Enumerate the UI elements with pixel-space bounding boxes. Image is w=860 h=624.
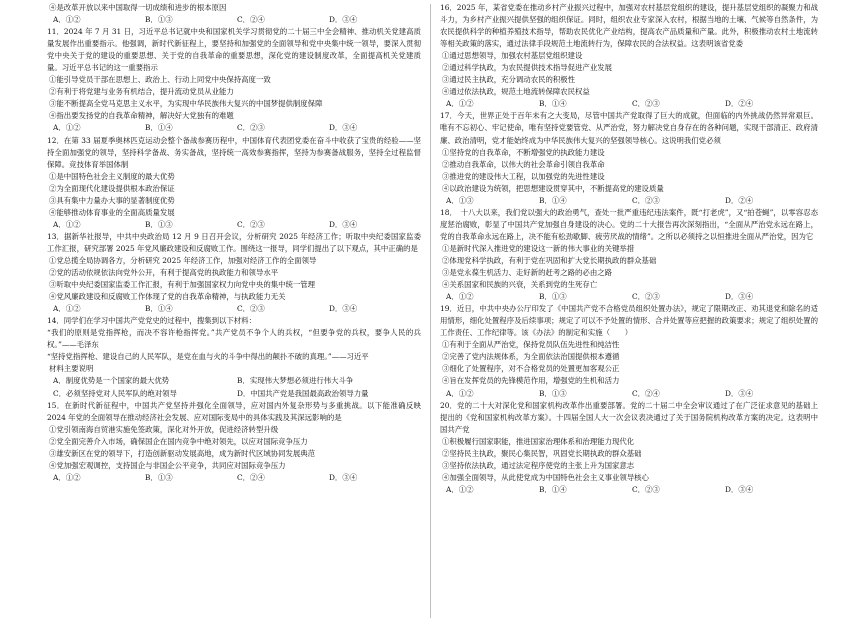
statement-option: ③具有集中力量办大事的显著制度优势 (49, 195, 175, 205)
column-divider (430, 4, 431, 618)
answer-choice: D．③④ (725, 292, 754, 302)
statement-option: ④能够推动体育事业的全面高质量发展 (49, 207, 175, 217)
statement-option: ②体现党科学执政，有利于党在巩固和扩大党长期执政的群众基础 (442, 255, 657, 265)
statement-option: ②有利于将党建与业务有机结合，提升流动党员从业能力 (49, 87, 234, 97)
answer-choice: A．①② (53, 472, 81, 482)
statement-option: ①坚持党的自我革命，不断增强党的执政能力建设 (442, 147, 605, 157)
question-stem: 17．今天，世界正处于百年未有之大变局，尽管中国共产党取得了巨大的成就，但面临的内外挑战仍然异常艰巨。唯有不忘初心、牢记使命，唯有坚持党要管党、从严治党，努力解决党自身存在的各种问题，实现干部清正、政府清廉、政治清明，党才能始终成为中华民族伟大复兴的坚强领导核心。这说明我们党必须 (440, 111, 818, 145)
answer-choice: B．①③ (145, 219, 173, 229)
statement-option: ③雄安新区在党的领导下，打造创新驱动发展高地，成为新时代区域协同发展典范 (49, 448, 316, 458)
question-stem: 16．2025 年，某省党委在推动乡村产业振兴过程中，加强对农村基层党组织的建设，提升基层党组织的凝聚力和战斗力，为乡村产业振兴提供坚强的组织保证。同时，组织农业专家深入农村，根据当地的土壤、气候等自然条件，为农民提供科学的种植养殖技术指导，帮助农民优化产业结构，提高农产品质量和产量。此外，积极推动农村土地流转等相关政策的落实，通过法律手段规范土地流转行为，保障农民的合法权益。这表明该省党委 (440, 3, 818, 49)
answer-choice: D．③④ (329, 123, 358, 133)
answer-choice: D．②④ (725, 99, 754, 109)
statement-option: ④加强全面领导，从此使党成为中国特色社会主义事业领导核心 (442, 472, 649, 482)
answer-choices (47, 219, 421, 231)
answer-choice: B．①④ (539, 484, 567, 494)
question-stem: 12．在第 33 届夏季奥林匹克运动会整个备战参赛历程中，中国体育代表团党委在奋斗中收获了宝贵的经验——坚持全面加强党的领导，坚持科学备战、务实备战，坚持统一高效参赛指挥，坚持为参赛备战服务，坚持全过程监督保障。竞技体育举国体制 (47, 135, 421, 169)
answer-choice: B．①③ (145, 472, 173, 482)
answer-choices (47, 122, 421, 134)
statement-option: ④指出要发扬党的自我革命精神，解决好大党独有的难题 (49, 111, 234, 121)
answer-choices (440, 484, 818, 496)
answer-choice: A．①② (446, 292, 474, 302)
answer-choice: C．②④ (237, 15, 265, 25)
answer-choice: C．②③ (632, 484, 660, 494)
statement-option: ④是改革开放以来中国取得一切成绩和进步的根本原因 (49, 3, 227, 12)
answer-choices (47, 375, 421, 387)
statement-option: ②党全面完善介入市场，确保国企在国内竞争中绝对领先，以应对国际竞争压力 (49, 436, 308, 446)
statement-option: ③是党永葆生机活力、走好新的赶考之路的必由之路 (442, 268, 612, 278)
answer-choices (440, 195, 818, 207)
statement-option: ①是新时代深入推进党的建设这一新的伟大事业的关键举措 (442, 243, 635, 253)
answer-choice: B．①③ (145, 15, 173, 25)
statement-option: ③听取中央纪委国家监委工作汇报，有利于加强国家权力向党中央的集中统一管理 (49, 280, 316, 290)
answer-choice: A．①② (53, 123, 81, 133)
question-stem: 13．据新华社报导，中共中央政治局 12 月 9 日召开会议，分析研究 2025 年经济工作；听取中央纪委国家监委工作汇报，研究部署 2025 年党风廉政建设和反腐败工作。围绕这一报导，同学们提出了以下观点，其中正确的是 (47, 231, 421, 253)
answer-choice: B．①④ (145, 304, 173, 314)
statement-option: ④关系国家和民族的兴衰，关系到党的生死存亡 (442, 280, 598, 290)
statement-option: ①是中国特色社会主义制度的最大优势 (49, 171, 175, 181)
question-stem: “我们的原则是党指挥枪，而决不容许枪指挥党。”共产党员不争个人的兵权，“但要争党的兵权，要争人民的兵权。”——毛泽东 (47, 328, 421, 350)
answer-choice: B．①④ (539, 195, 567, 205)
statement-option: 材料主要说明 (49, 364, 94, 374)
statement-option: ③推进党的建设伟大工程，以加强党的先进性建设 (442, 171, 605, 181)
answer-choice: A．①② (446, 388, 474, 398)
statement-option: ①积极履行国家职能，推进国家治理体系和治理能力现代化 (442, 436, 635, 446)
answer-choice: D．③④ (329, 304, 358, 314)
answer-choices (47, 388, 421, 400)
answer-choice: C．②③ (237, 219, 265, 229)
answer-choices (47, 14, 421, 26)
statement-option: ②党的活动依规依法向党外公开，有利于提高党的执政能力和领导水平 (49, 268, 279, 278)
question-stem: 14．同学们在学习中国共产党党史的过程中，搜集到以下材料： (47, 316, 256, 326)
answer-choice: B．①③ (539, 292, 567, 302)
answer-choice: D．中国共产党是我国最高政治领导力量 (237, 388, 369, 398)
question-stem: 19．近日，中共中央办公厅印发了《中国共产党不合格党员组织处置办法》，规定了限期改正、劝其退党和除名的适用情形，细化处置程序及后续事项；规定了可以不予处置的情形、合并处置等应把握的政策要求；规定了组织处置的工作责任、工作纪律等。该《办法》的制定和实施（ ） (440, 304, 818, 338)
answer-choice: C．必须坚持党对人民军队的绝对领导 (53, 388, 177, 398)
statement-option: ①通过思想领导，加强农村基层党组织建设 (442, 51, 583, 61)
question-stem: “坚持党指挥枪、建设自己的人民军队，是党在血与火的斗争中得出的颠扑不破的真理。”——习近平 (47, 352, 369, 362)
answer-choice: D．③④ (329, 219, 358, 229)
statement-option: ②坚持民主执政，聚民心集民智，巩固党长期执政的群众基础 (442, 448, 642, 458)
right-column (440, 2, 818, 496)
answer-choice: C．②③ (237, 304, 265, 314)
statement-option: ③细化了处置程序，对不合格党员的处置更加客观公正 (442, 364, 620, 374)
answer-choices (440, 291, 818, 303)
answer-choice: C．②③ (632, 292, 660, 302)
statement-option: ③能不断提高全党马克思主义水平，为实现中华民族伟大复兴的中国梦提供制度保障 (49, 99, 323, 109)
answer-choices (47, 303, 421, 315)
answer-choice: C．②④ (632, 388, 660, 398)
answer-choice: A．①② (446, 99, 474, 109)
statement-option: ①党引领南海自贸港实施免签政策，深化对外开放，促进经济转型升级 (49, 424, 279, 434)
answer-choices (440, 388, 818, 400)
answer-choice: A．①③ (446, 195, 474, 205)
statement-option: ②完善了党内法规体系，为全面依法治国提供根本遵循 (442, 352, 620, 362)
answer-choice: D．③④ (329, 15, 358, 25)
answer-choice: B．①④ (145, 123, 173, 133)
statement-option: ③通过民主执政，充分调动农民的积极性 (442, 75, 576, 85)
question-stem: 11．2024 年 7 月 31 日，习近平总书记就中央和国家机关学习贯彻党的二十届三中全会精神、推动机关党建高质量发展作出重要指示。他强调，新时代新征程上，要坚持和加强党的全面领导和党中央集中统一领导，要深入贯彻党中央关于党的建设的重要思想、关于党的自我革命的重要思想，深化党的建设制度改革，全面提高机关党建质量。习近平总书记的这一重要指示 (47, 27, 421, 73)
answer-choice: D．③④ (329, 472, 358, 482)
statement-option: ①党总揽全局协调各方，分析研究 2025 年经济工作，加强对经济工作的全面领导 (49, 255, 317, 265)
answer-choice: D．③④ (725, 484, 754, 494)
statement-option: ④旨在发挥党员的先锋模范作用，增强党的生机和活力 (442, 376, 620, 386)
statement-option: ④党风廉政建设和反腐败工作体现了党的自我革命精神，与执政能力无关 (49, 292, 286, 302)
answer-choice: B．①④ (539, 99, 567, 109)
answer-choice: C．②③ (632, 99, 660, 109)
statement-option: ②推动自我革命，以伟大的社会革命引领自我革命 (442, 159, 605, 169)
answer-choice: A．制度优势是一个国家的最大优势 (53, 376, 170, 386)
answer-choice: B．①③ (539, 388, 567, 398)
answer-choice: C．②③ (632, 195, 660, 205)
answer-choices (47, 472, 421, 484)
answer-choice: D．③④ (725, 388, 754, 398)
statement-option: ④通过依法执政，规范土地流转保障农民权益 (442, 87, 590, 97)
answer-choice: B．实现伟大梦想必须进行伟大斗争 (237, 376, 354, 386)
answer-choice: D．②④ (725, 195, 754, 205)
statement-option: ②为全面现代化建设提供根本政治保证 (49, 183, 175, 193)
answer-choice: C．②④ (237, 472, 265, 482)
statement-option: ④以政治建设为统领，把思想建设贯穿其中，不断提高党的建设质量 (442, 183, 664, 193)
question-stem: 18． 十八大以来，我们党以强大的政治勇气，查处一批严重违纪违法案件，既“打老虎”，又“拍苍蝇”，以零容忍态度惩治腐败，彰显了中国共产党加强自身建设的决心。党的二十大报告再次深刻指出，“全面从严治党永远在路上，党的自我革命永远在路上，决不能有松劲歇脚、疲劳厌战的情绪”。之所以必须持之以恒推进全面从严治党，因为它 (440, 207, 818, 241)
question-stem: 20．党的二十大对深化党和国家机构改革作出重要部署。党的二十届二中全会审议通过了在广泛征求意见的基础上提出的《党和国家机构改革方案》。十四届全国人大一次会议表决通过了关于国务院机构改革方案的决定。这表明中国共产党 (440, 400, 818, 434)
answer-choices (440, 98, 818, 110)
answer-choice: A．①② (53, 304, 81, 314)
answer-choice: A．①② (53, 15, 81, 25)
statement-option: ②通过科学执政，为农民提供技术指导促进产业发展 (442, 63, 612, 73)
statement-option: ③坚持依法执政，通过法定程序使党的主张上升为国家意志 (442, 460, 635, 470)
answer-choice: C．②③ (237, 123, 265, 133)
statement-option: ④党加强宏观调控，支持国企与非国企公平竞争，共同应对国际竞争压力 (49, 460, 286, 470)
question-stem: 15．在新时代新征程中，中国共产党坚持并强化全面领导，应对国内外复杂形势与多重挑战。以下能准确反映 2024 年党的全面领导在推动经济社会发展、应对国际变局中的具体实践及其深远影响的是 (47, 400, 421, 422)
answer-choice: A．①② (446, 484, 474, 494)
left-column (47, 2, 421, 484)
statement-option: ①能引导党员干部在思想上、政治上、行动上同党中央保持高度一致 (49, 75, 271, 85)
statement-option: ①有利于全面从严治党，保持党员队伍先进性和纯洁性 (442, 340, 620, 350)
answer-choice: A．①② (53, 219, 81, 229)
